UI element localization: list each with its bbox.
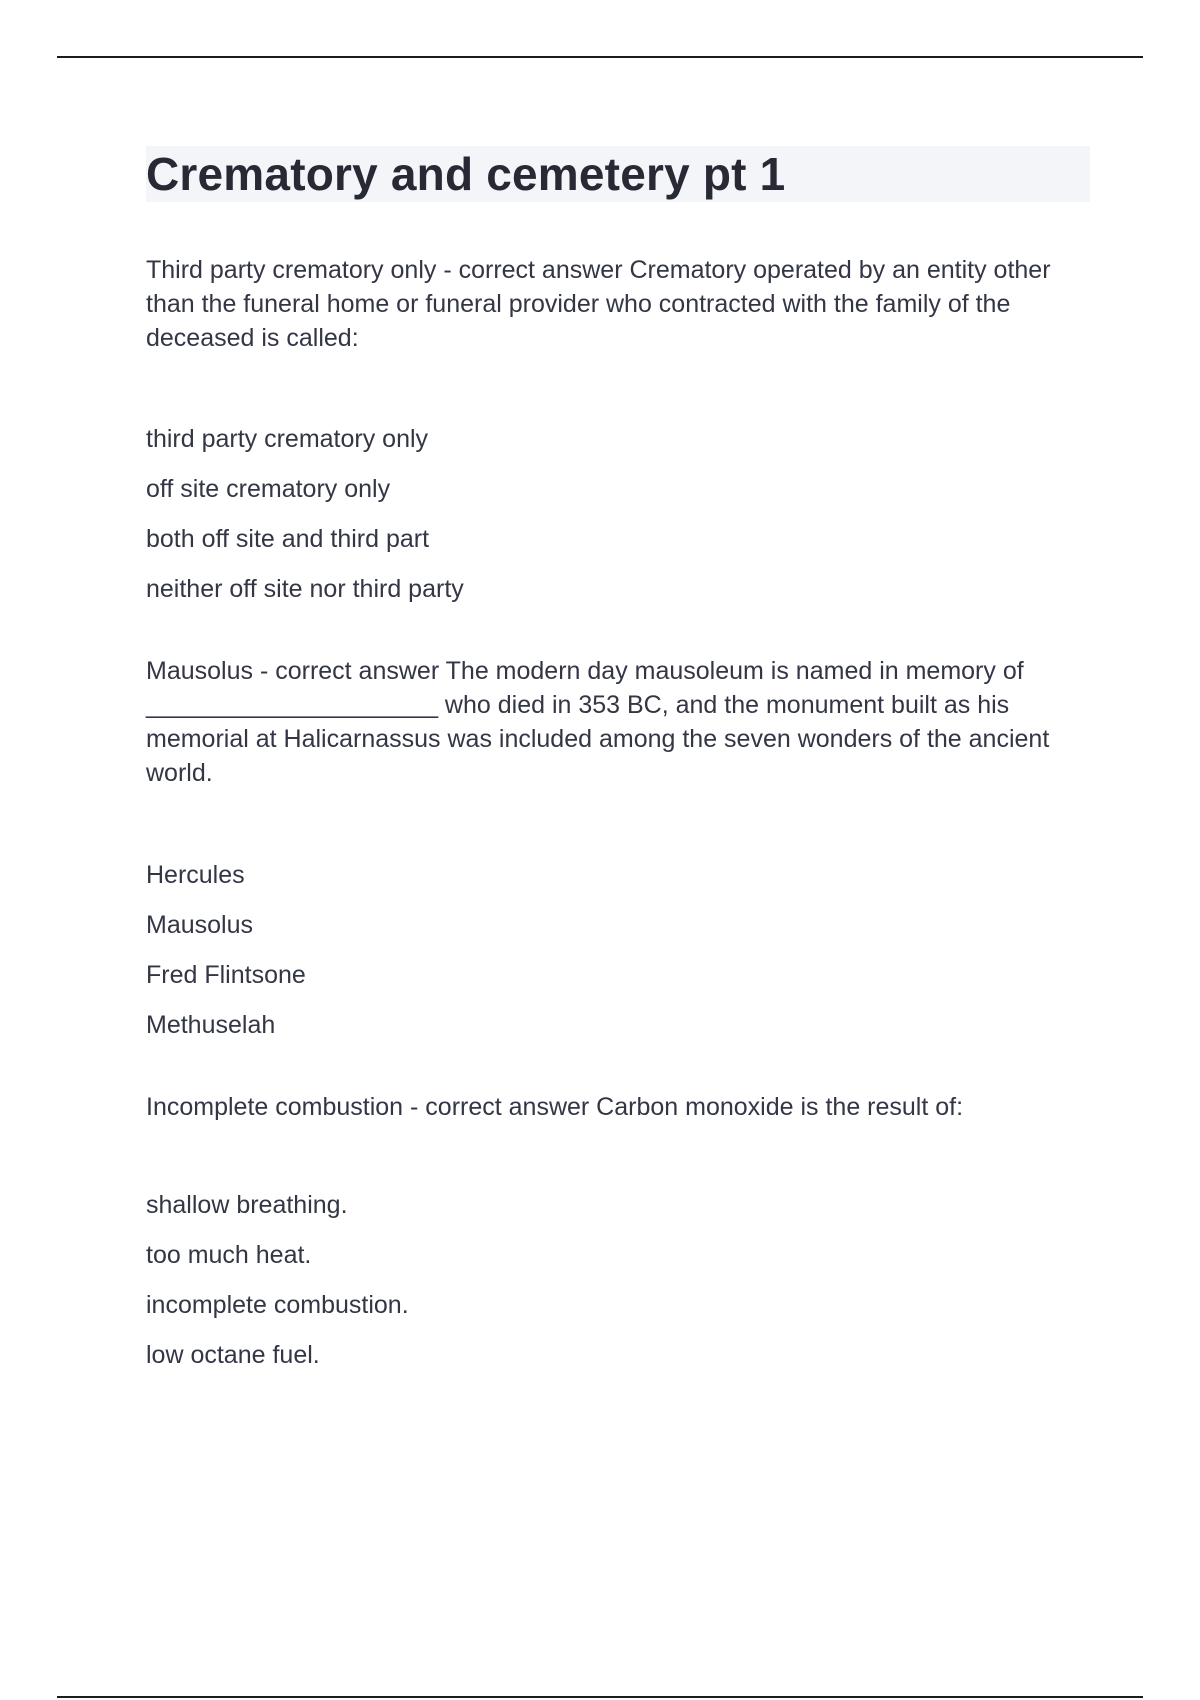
document-body — [146, 146, 1090, 1388]
question-block-1 — [146, 253, 1090, 606]
document-title: Crematory and cemetery pt 1 — [146, 148, 786, 200]
answer-option: neither off site nor third party — [146, 575, 464, 603]
footer-rule — [57, 1696, 1143, 1698]
answer-option: low octane fuel. — [146, 1341, 320, 1369]
answer-option: Mausolus — [146, 911, 253, 939]
answer-option: too much heat. — [146, 1241, 312, 1269]
answer-option: off site crematory only — [146, 475, 391, 503]
question-text: Incomplete combustion - correct answer Carbon monoxide is the result of: — [146, 1093, 964, 1121]
answer-option: shallow breathing. — [146, 1191, 348, 1219]
answer-option: Hercules — [146, 861, 245, 889]
answer-option: third party crematory only — [146, 425, 429, 453]
question-block-2 — [146, 654, 1090, 1042]
title-banner — [146, 146, 1090, 202]
answer-options — [146, 422, 1090, 606]
answer-option: incomplete combustion. — [146, 1291, 409, 1319]
answer-option: Fred Flintsone — [146, 961, 306, 989]
question-text: Third party crematory only - correct answer Crematory operated by an entity other than the funeral home or funeral provider who contracted with the family of the deceased is called: — [146, 256, 1051, 352]
header-rule — [57, 56, 1143, 58]
answer-options — [146, 858, 1090, 1042]
question-block-3 — [146, 1090, 1090, 1372]
answer-option: Methuselah — [146, 1011, 276, 1039]
answer-options — [146, 1188, 1090, 1372]
question-text: Mausolus - correct answer The modern day mausoleum is named in memory of _____________________ who died in 353 BC, and the monument built as his memorial at Halicarnassus was included among the seven wonders of the ancient world. — [146, 657, 1050, 787]
answer-option: both off site and third part — [146, 525, 430, 553]
